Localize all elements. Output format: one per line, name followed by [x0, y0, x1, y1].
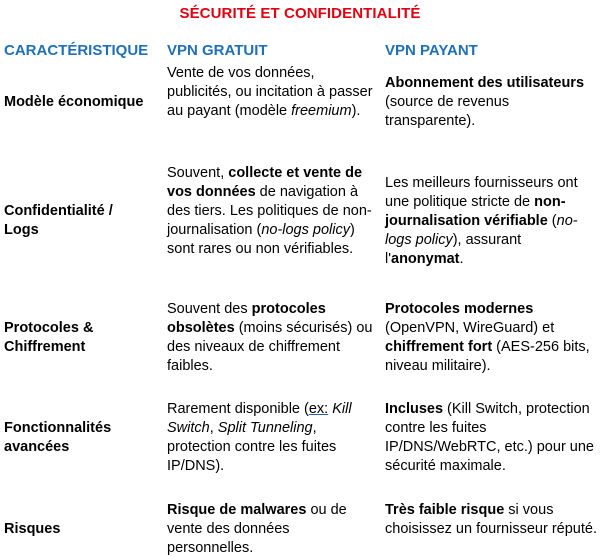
- cell-free-protocoles: Souvent des protocoles obsolètes (moins sécurisés) ou des niveaux de chiffrement faibles.: [167, 301, 373, 374]
- cell-free-modele-economique: Vente de vos données, publicités, ou incitation à passer au payant (modèle freemium).: [167, 65, 373, 119]
- row-label-fonctionnalites-avancees: Fonctionnalités avancées: [4, 420, 112, 455]
- row-label-modele-economique: Modèle économique: [4, 94, 144, 110]
- header-vpn-gratuit: VPN GRATUIT: [167, 42, 268, 59]
- cell-paid-fonctionnalites: Incluses (Kill Switch, protection contre les fuites IP/DNS/WebRTC, etc.) pour une sécurité maximale.: [385, 401, 594, 474]
- cell-paid-risques: Très faible risque si vous choisissez un fournisseur réputé.: [385, 502, 597, 537]
- ex-link: ex:: [308, 401, 329, 417]
- row-label-risques: Risques: [4, 521, 61, 537]
- cell-paid-protocoles: Protocoles modernes (OpenVPN, WireGuard) et chiffrement fort (AES-256 bits, niveau militaire).: [385, 301, 590, 374]
- cell-paid-confidentialite: Les meilleurs fournisseurs ont une politique stricte de non-journalisation vérifiable (no-logs policy), assurant l'anonymat.: [385, 175, 578, 267]
- cell-free-risques: Risque de malwares ou de vente des données personnelles.: [167, 502, 347, 556]
- cell-paid-modele-economique: Abonnement des utilisateurs (source de revenus transparente).: [385, 75, 585, 129]
- header-caracteristique: CARACTÉRISTIQUE: [4, 42, 149, 59]
- cell-free-fonctionnalites: Rarement disponible (ex: Kill Switch, Split Tunneling, protection contre les fuites IP/DNS).: [167, 401, 352, 474]
- header-vpn-payant: VPN PAYANT: [385, 42, 478, 59]
- row-label-confidentialite-logs: Confidentialité / Logs: [4, 203, 113, 238]
- page-title: SÉCURITÉ ET CONFIDENTIALITÉ: [179, 5, 421, 22]
- row-label-protocoles-chiffrement: Protocoles & Chiffrement: [4, 320, 94, 355]
- cell-free-confidentialite: Souvent, collecte et vente de vos données de navigation à des tiers. Les politiques de non-journalisation (no-logs policy) sont rares ou non vérifiables.: [167, 165, 372, 257]
